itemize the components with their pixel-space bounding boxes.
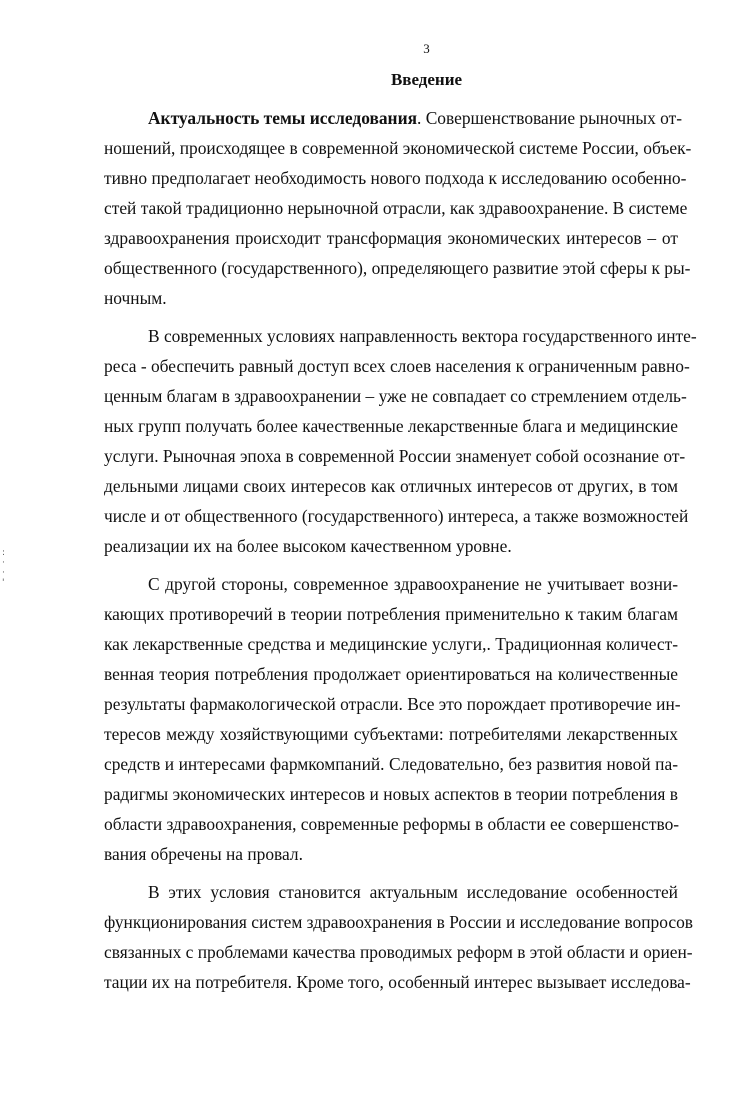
text-line: общественного (государственного), определяющего развитие этой сферы к ры- bbox=[104, 258, 691, 278]
text-line: В современных условиях направленность вектора государственного инте- bbox=[148, 326, 697, 346]
text-line: здравоохранения происходит трансформация экономических интересов – от bbox=[104, 228, 678, 248]
text-line: числе и от общественного (государственного) интереса, а также возможностей bbox=[104, 506, 689, 526]
text-line: результаты фармакологической отрасли. Все это порождает противоречие ин- bbox=[104, 694, 681, 714]
relevance-lead: Актуальность темы исследования bbox=[148, 108, 418, 128]
text-line: функционирования систем здравоохранения в России и исследование вопросов bbox=[104, 912, 693, 932]
text-line: кающих противоречий в теории потребления применительно к таким благам bbox=[104, 604, 678, 624]
text-line: ношений, происходящее в современной экономической системе России, объек- bbox=[104, 138, 692, 158]
text-line: Актуальность темы исследования. Совершенствование рыночных от- bbox=[148, 108, 683, 128]
text-line: реса - обеспечить равный доступ всех слоев населения к ограниченным равно- bbox=[104, 356, 690, 376]
body-text bbox=[104, 103, 697, 997]
text-line: реализации их на более высоком качественном уровне. bbox=[104, 536, 512, 556]
scan-margin-marks: : · · ' bbox=[2, 548, 7, 588]
text-line: тересов между хозяйствующими субъектами: потребителями лекарственных bbox=[104, 724, 678, 744]
text-line: услуги. Рыночная эпоха в современной России знаменует собой осознание от- bbox=[104, 446, 686, 466]
paragraph-modern-conditions bbox=[104, 321, 697, 561]
text-line: ночным. bbox=[104, 288, 167, 308]
text-line: как лекарственные средства и медицинские услуги,. Традиционная количест- bbox=[104, 634, 678, 654]
text-line: С другой стороны, современное здравоохранение не учитывает возни- bbox=[148, 574, 678, 594]
text-line: дельными лицами своих интересов как отличных интересов от других, в том bbox=[104, 476, 678, 496]
text-line: ценным благам в здравоохранении – уже не совпадает со стремлением отдель- bbox=[104, 386, 687, 406]
paragraph-other-side bbox=[104, 569, 681, 869]
text-line: В этих условия становится актуальным исследование особенностей bbox=[148, 882, 678, 902]
section-heading: Введение bbox=[390, 70, 463, 89]
text-line: ных групп получать более качественные лекарственные блага и медицинские bbox=[104, 416, 678, 436]
paragraph-relevance bbox=[104, 103, 692, 313]
text-line: радигмы экономических интересов и новых аспектов в теории потребления в bbox=[104, 784, 678, 804]
text-line: области здравоохранения, современные реформы в области ее совершенство- bbox=[104, 814, 680, 834]
paragraph-these-conditions bbox=[104, 877, 693, 997]
text-line: тивно предполагает необходимость нового подхода к исследованию особенно- bbox=[104, 168, 687, 188]
text-line: связанных с проблемами качества проводимых реформ в этой области и ориен- bbox=[104, 942, 693, 962]
text-line: тации их на потребителя. Кроме того, особенный интерес вызывает исследова- bbox=[104, 972, 691, 992]
text-line: стей такой традиционно нерыночной отрасли, как здравоохранение. В системе bbox=[104, 198, 688, 218]
text-line: венная теория потребления продолжает ориентироваться на количественные bbox=[104, 664, 678, 684]
text-line: средств и интересами фармкомпаний. Следовательно, без развития новой па- bbox=[104, 754, 678, 774]
page-number: 3 bbox=[423, 41, 430, 56]
text-line: вания обречены на провал. bbox=[104, 844, 303, 864]
